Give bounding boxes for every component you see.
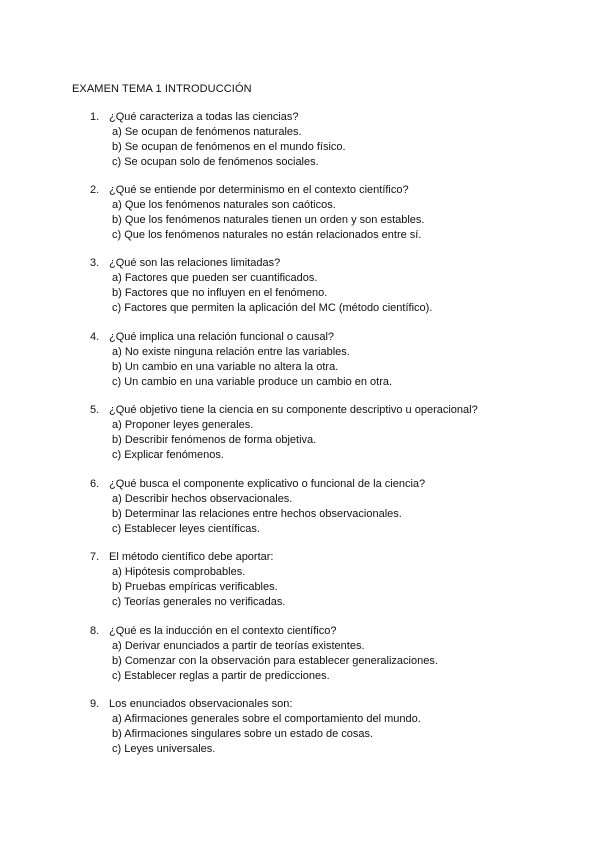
- question-6: [90, 477, 570, 537]
- question-5: [90, 403, 570, 463]
- option-a: a) Que los fenómenos naturales son caóticos.: [112, 199, 336, 211]
- question-number: 5.: [90, 404, 100, 416]
- question-line: [90, 550, 570, 565]
- option-b: b) Que los fenómenos naturales tienen un orden y son estables.: [112, 214, 425, 226]
- question-line: [90, 110, 570, 125]
- question-text: ¿Qué objetivo tiene la ciencia en su componente descriptivo u operacional?: [109, 404, 478, 416]
- question-line: [90, 330, 570, 345]
- option-c: c) Factores que permiten la aplicación del MC (método científico).: [112, 302, 433, 314]
- question-1: [90, 110, 570, 170]
- question-line: [90, 624, 570, 639]
- option-b: b) Afirmaciones singulares sobre un estado de cosas.: [112, 728, 374, 740]
- question-number: 4.: [90, 331, 100, 343]
- question-number: 2.: [90, 184, 100, 196]
- exam-title: EXAMEN TEMA 1 INTRODUCCIÓN: [72, 83, 252, 95]
- question-text: ¿Qué es la inducción en el contexto científico?: [109, 625, 337, 637]
- question-text: ¿Qué implica una relación funcional o causal?: [109, 331, 335, 343]
- question-line: [90, 403, 570, 418]
- option-a: a) Factores que pueden ser cuantificados.: [112, 272, 318, 284]
- option-b: b) Determinar las relaciones entre hechos observacionales.: [112, 508, 402, 520]
- option-b: b) Factores que no influyen en el fenómeno.: [112, 287, 328, 299]
- option-a: a) Derivar enunciados a partir de teorías existentes.: [112, 640, 365, 652]
- question-text: ¿Qué son las relaciones limitadas?: [109, 257, 281, 269]
- question-line: [90, 477, 570, 492]
- option-a: a) Hipótesis comprobables.: [112, 566, 246, 578]
- question-9: [90, 697, 570, 757]
- option-a: a) Describir hechos observacionales.: [112, 493, 293, 505]
- question-2: [90, 183, 570, 243]
- option-b: b) Un cambio en una variable no altera la otra.: [112, 361, 339, 373]
- option-b: b) Se ocupan de fenómenos en el mundo físico.: [112, 141, 346, 153]
- question-8: [90, 624, 570, 684]
- option-c: c) Que los fenómenos naturales no están relacionados entre sí.: [112, 229, 422, 241]
- option-a: a) Afirmaciones generales sobre el comportamiento del mundo.: [112, 713, 421, 725]
- option-b: b) Describir fenómenos de forma objetiva.: [112, 434, 317, 446]
- option-c: c) Leyes universales.: [112, 743, 216, 755]
- option-c: c) Teorías generales no verificadas.: [112, 596, 286, 608]
- option-a: a) No existe ninguna relación entre las variables.: [112, 346, 350, 358]
- option-c: c) Establecer leyes científicas.: [112, 523, 260, 535]
- option-c: c) Establecer reglas a partir de predicciones.: [112, 670, 330, 682]
- question-number: 3.: [90, 257, 100, 269]
- question-number: 6.: [90, 478, 100, 490]
- question-7: [90, 550, 570, 610]
- option-c: c) Explicar fenómenos.: [112, 449, 224, 461]
- question-4: [90, 330, 570, 390]
- question-number: 9.: [90, 698, 100, 710]
- question-text: ¿Qué caracteriza a todas las ciencias?: [109, 111, 299, 123]
- option-c: c) Se ocupan solo de fenómenos sociales.: [112, 156, 319, 168]
- option-b: b) Comenzar con la observación para establecer generalizaciones.: [112, 655, 438, 667]
- option-c: c) Un cambio en una variable produce un cambio en otra.: [112, 376, 393, 388]
- question-line: [90, 256, 570, 271]
- question-line: [90, 183, 570, 198]
- question-3: [90, 256, 570, 316]
- question-line: [90, 697, 570, 712]
- option-a: a) Proponer leyes generales.: [112, 419, 254, 431]
- question-number: 8.: [90, 625, 100, 637]
- question-text: ¿Qué se entiende por determinismo en el contexto científico?: [109, 184, 409, 196]
- question-number: 1.: [90, 111, 100, 123]
- question-number: 7.: [90, 551, 100, 563]
- option-a: a) Se ocupan de fenómenos naturales.: [112, 126, 302, 138]
- question-text: Los enunciados observacionales son:: [109, 698, 293, 710]
- question-text: ¿Qué busca el componente explicativo o funcional de la ciencia?: [109, 478, 426, 490]
- option-b: b) Pruebas empíricas verificables.: [112, 581, 278, 593]
- question-text: El método científico debe aportar:: [109, 551, 274, 563]
